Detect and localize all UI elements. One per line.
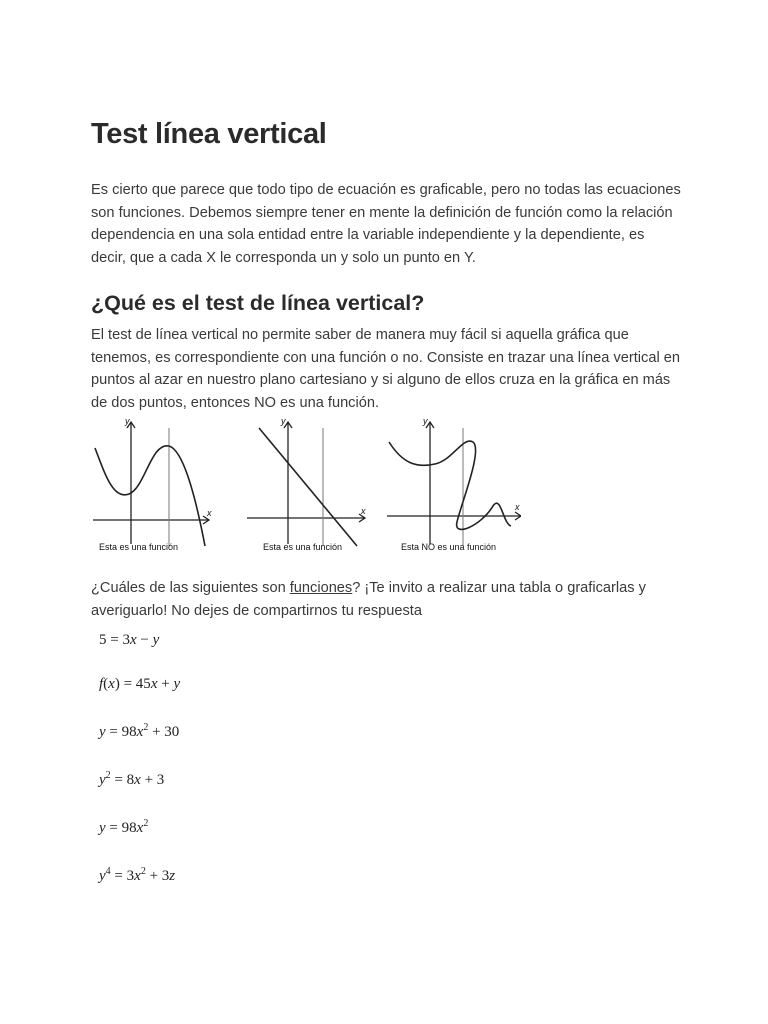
- function-line-2: [259, 428, 357, 546]
- eq2-fn: f: [99, 676, 104, 692]
- question-text-before: ¿Cuáles de las siguientes son: [91, 580, 290, 596]
- equation-2: [99, 676, 180, 693]
- section-paragraph: El test de línea vertical no permite saber de manera muy fácil si aquella gráfica que tenemos, es correspondiente con una función o no. Consiste en trazar una línea vertical en puntos al azar en nuestro plano cartesiano y si alguno de ellos cruza en la gráfica en más de dos puntos, entonces NO es una función.: [91, 327, 680, 411]
- eq5-var-x: x: [136, 820, 144, 836]
- eq1-var-x: x: [129, 632, 137, 648]
- question-text-after: ? ¡Te invito a realizar una tabla o graficarlas y averiguarlo! No dejes de compartirnos tu respuesta: [91, 580, 646, 619]
- eq2-part: ) = 45: [114, 676, 151, 692]
- eq3-part: = 98: [105, 724, 137, 740]
- x-label-2: x: [361, 506, 366, 516]
- eq6-exponent-y: 4: [105, 866, 111, 877]
- eq3-var-x: x: [136, 724, 144, 740]
- eq3-exponent: 2: [143, 722, 149, 733]
- eq2-var-y: y: [173, 676, 181, 692]
- eq6-var-y: y: [99, 868, 106, 884]
- intro-paragraph: Es cierto que parece que todo tipo de ecuación es graficable, pero no todas las ecuaciones son funciones. Debemos siempre tener en mente la definición de función como la relación dependencia en una sola entidad entre la variable independiente y la dependiente, es decir, que a cada X le corresponda un y solo un punto en Y.: [91, 182, 681, 266]
- caption-2: Esta es una función: [263, 542, 343, 552]
- eq6-var-x: x: [134, 868, 141, 884]
- eq6-op: + 3: [145, 868, 170, 884]
- eq2-var-x2: x: [150, 676, 158, 692]
- function-curve-1: [95, 446, 205, 546]
- graph-2: [247, 422, 365, 546]
- y-label-3: y: [423, 416, 428, 426]
- eq4-const: + 3: [140, 772, 165, 788]
- eq2-paren: (: [103, 676, 109, 692]
- vertical-line-test-figure: [91, 414, 521, 556]
- eq4-var-y: y: [99, 772, 106, 788]
- page-title: Test línea vertical: [91, 118, 327, 150]
- x-label-3: x: [515, 502, 520, 512]
- x-label-1: x: [207, 508, 212, 518]
- eq2-op: +: [157, 676, 174, 692]
- equation-4: [99, 770, 164, 789]
- eq5-part: = 98: [105, 820, 137, 836]
- y-label-2: y: [281, 416, 286, 426]
- eq3-var-y: y: [99, 724, 106, 740]
- question-paragraph: [91, 577, 681, 622]
- graph-1: [93, 422, 209, 546]
- graph-3: [387, 422, 521, 546]
- eq4-part: = 8: [110, 772, 135, 788]
- caption-3: Esta NO es una función: [401, 542, 497, 552]
- equation-1: [99, 632, 159, 649]
- eq4-var-x: x: [134, 772, 141, 788]
- eq1-op: −: [136, 632, 153, 648]
- equation-5: [99, 818, 148, 837]
- y-label-1: y: [125, 416, 130, 426]
- eq5-exponent: 2: [143, 818, 149, 829]
- eq1-var-y: y: [152, 632, 160, 648]
- eq1-part: 5 = 3: [99, 632, 130, 648]
- equation-6: [99, 866, 175, 885]
- equation-3: [99, 722, 179, 741]
- eq6-var-z: z: [169, 868, 176, 884]
- eq4-exponent: 2: [105, 770, 111, 781]
- eq3-const: + 30: [148, 724, 180, 740]
- section-heading: ¿Qué es el test de línea vertical?: [91, 291, 425, 315]
- eq6-part: = 3: [110, 868, 135, 884]
- caption-1: Esta es una función: [99, 542, 179, 552]
- funciones-link[interactable]: funciones: [289, 580, 353, 596]
- eq2-var-x: x: [108, 676, 115, 692]
- eq6-exponent-x: 2: [140, 866, 146, 877]
- graphs-illustration: [91, 414, 521, 556]
- eq5-var-y: y: [99, 820, 106, 836]
